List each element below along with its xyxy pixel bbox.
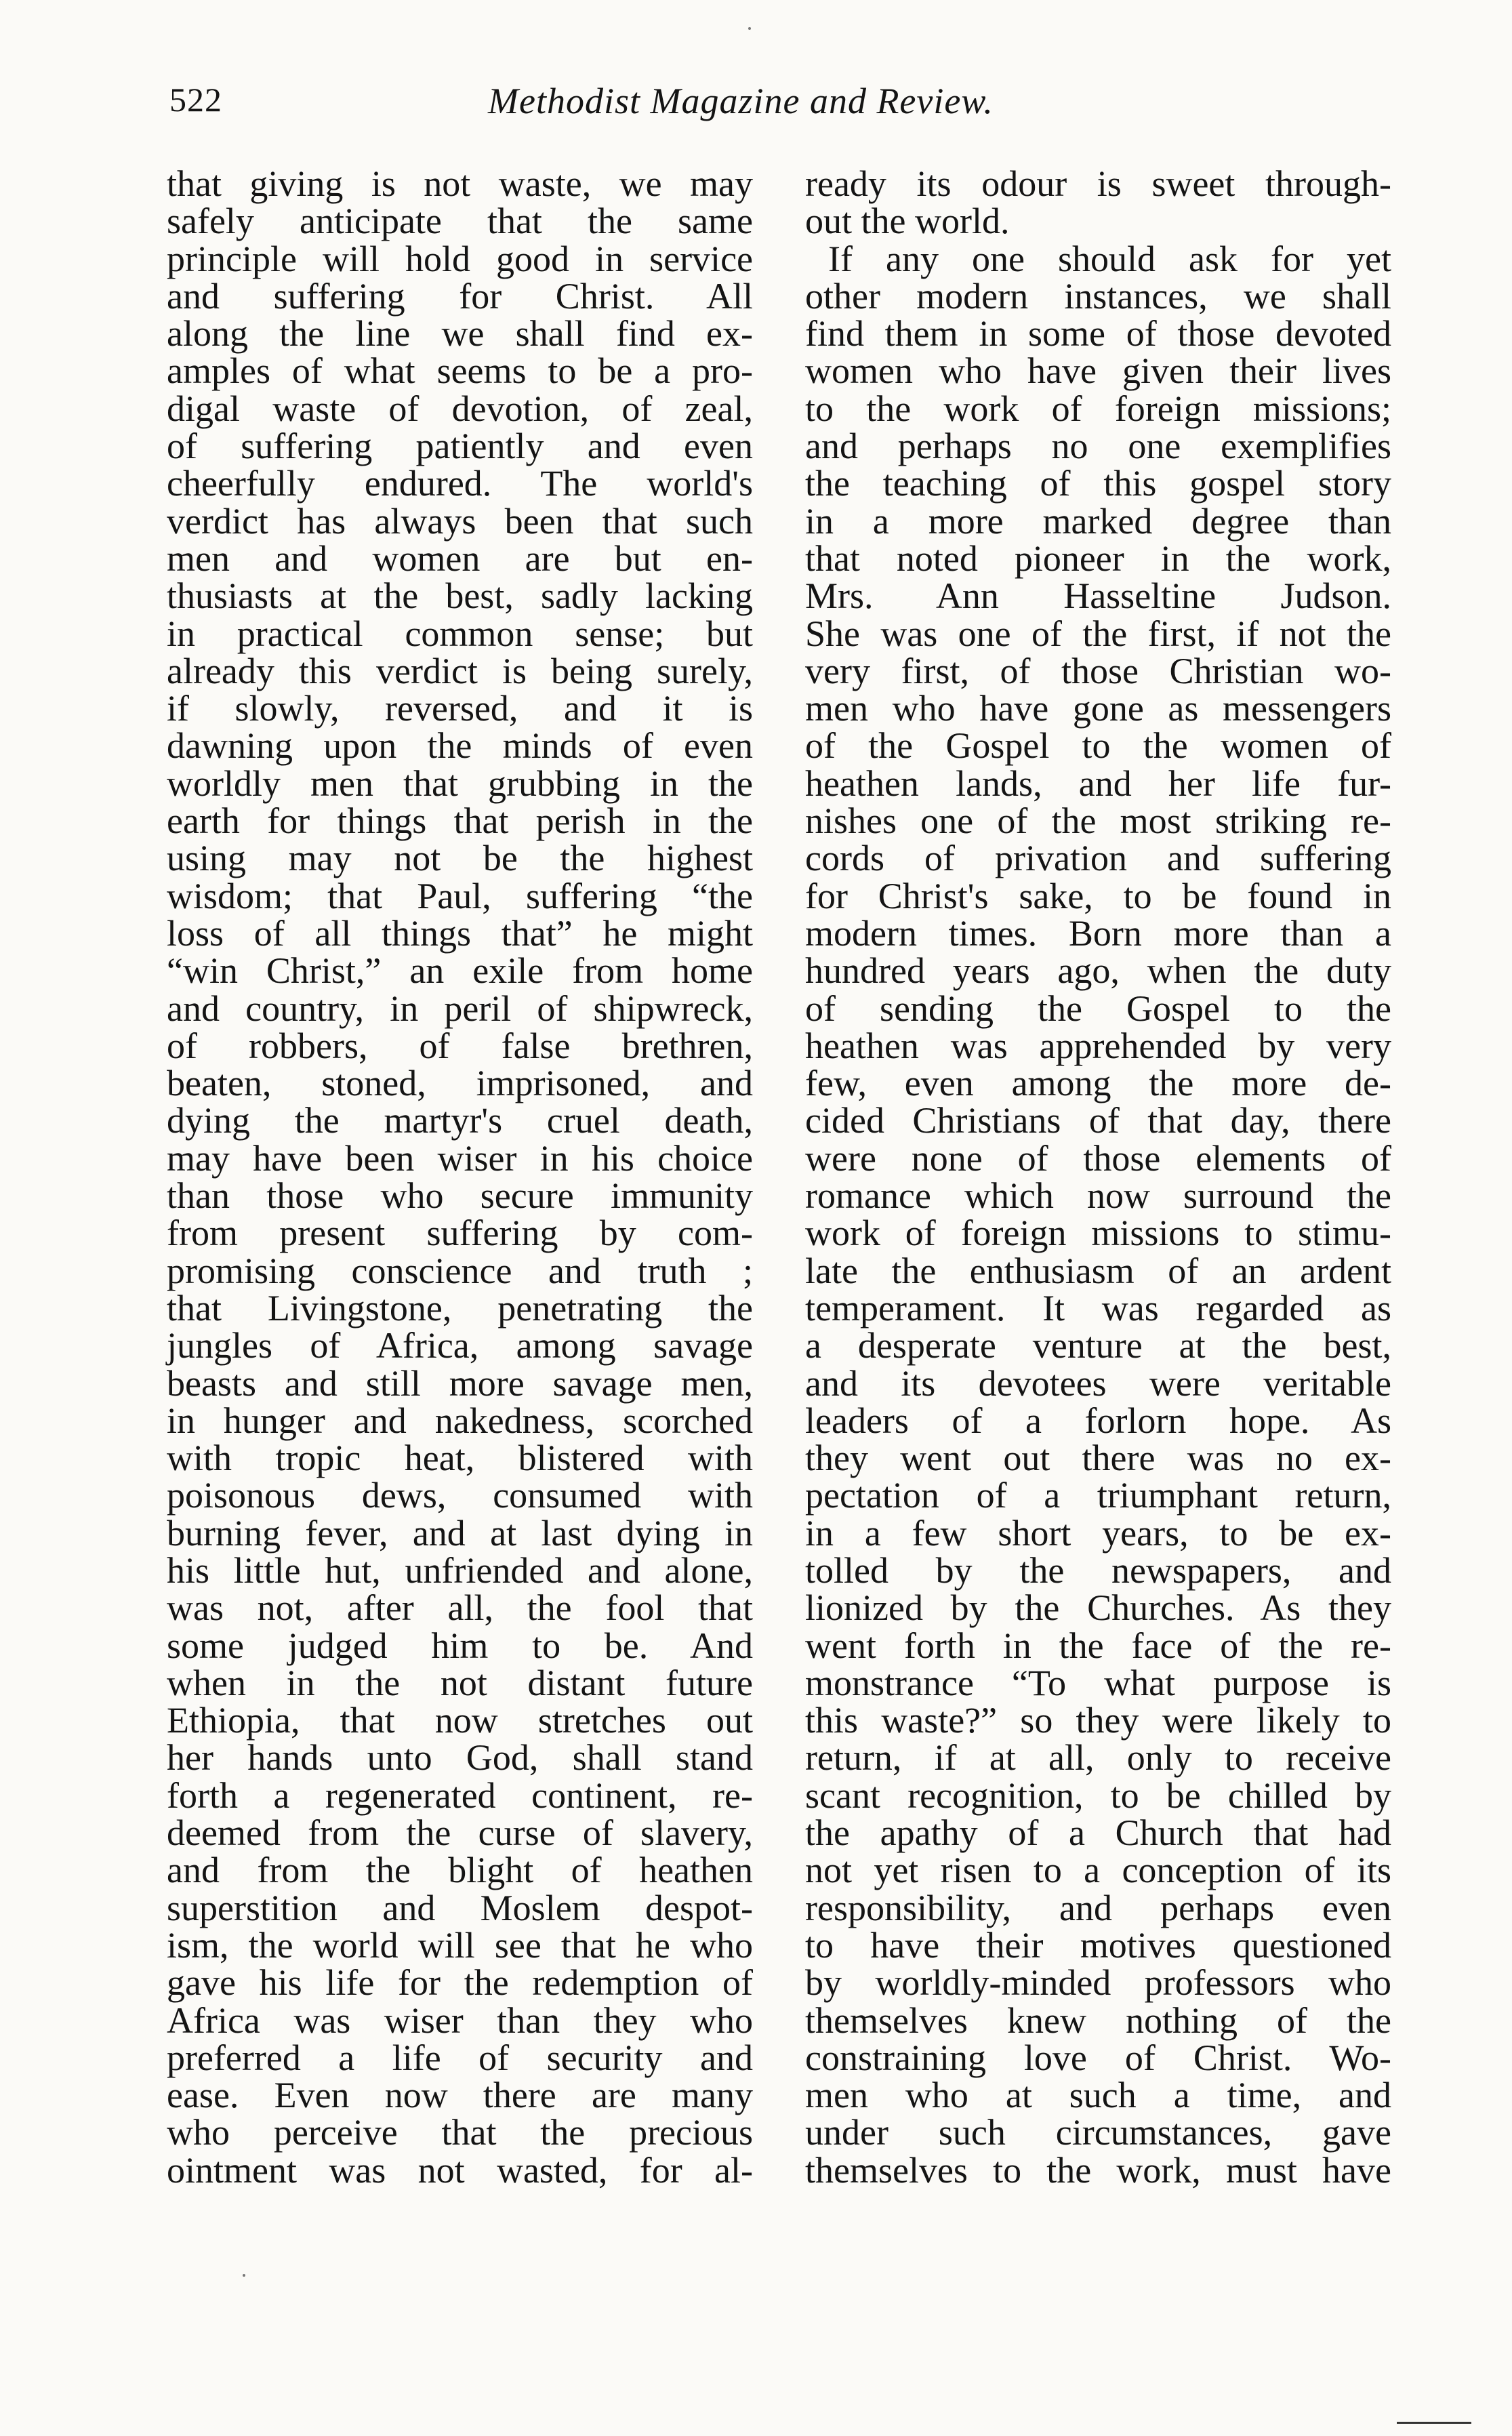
text-line: men and women are but en- [167,537,753,579]
text-line: lionized by the Churches. As they [805,1587,1391,1629]
page-edge-rule [1397,2422,1471,2424]
text-line: find them in some of those devoted [805,313,1391,354]
text-line: the apathy of a Church that had [805,1812,1391,1854]
text-line: very first, of those Christian wo- [805,650,1391,691]
text-line: and country, in peril of shipwreck, [167,988,753,1029]
text-line: cords of privation and suffering [805,838,1391,879]
text-line: ism, the world will see that he who [167,1924,753,1966]
text-line: ointment was not wasted, for al- [167,2149,753,2191]
text-line: using may not be the highest [167,838,753,879]
text-line: loss of all things that” he might [167,912,753,954]
text-line: responsibility, and perhaps even [805,1887,1391,1928]
text-line: tolled by the newspapers, and [805,1549,1391,1591]
text-line: to have their motives questioned [805,1924,1391,1966]
text-line: men who have gone as messengers [805,688,1391,729]
text-line: other modern instances, we shall [805,275,1391,317]
text-line: than those who secure immunity [167,1175,753,1217]
text-line: may have been wiser in his choice [167,1137,753,1179]
text-line: heathen lands, and her life fur- [805,763,1391,804]
text-line: Africa was wiser than they who [167,1999,753,2041]
running-title: Methodist Magazine and Review. [488,81,994,121]
text-line: monstrance “To what purpose is [805,1662,1391,1703]
text-line: hundred years ago, when the duty [805,950,1391,992]
scan-speck [243,2274,245,2277]
text-line: went forth in the face of the re- [805,1625,1391,1666]
text-line: and its devotees were veritable [805,1362,1391,1404]
text-line: modern times. Born more than a [805,912,1391,954]
text-line: return, if at all, only to receive [805,1737,1391,1779]
text-line: amples of what seems to be a pro- [167,350,753,392]
text-line: some judged him to be. And [167,1625,753,1666]
text-line: She was one of the first, if not the [805,613,1391,654]
text-line: this waste?” so they were likely to [805,1700,1391,1741]
text-line: themselves to the work, must have [805,2149,1391,2191]
text-line: beasts and still more savage men, [167,1362,753,1404]
text-line: and suffering for Christ. All [167,275,753,317]
text-line: digal waste of devotion, of zeal, [167,388,753,429]
text-line: late the enthusiasm of an ardent [805,1250,1391,1291]
text-line: already this verdict is being surely, [167,650,753,691]
text-line: if slowly, reversed, and it is [167,688,753,729]
text-line: If any one should ask for yet [828,238,1391,279]
text-line: were none of those elements of [805,1137,1391,1179]
text-line: along the line we shall find ex- [167,313,753,354]
text-line: constraining love of Christ. Wo- [805,2037,1391,2078]
text-line: cided Christians of that day, there [805,1100,1391,1141]
text-line: his little hut, unfriended and alone, [167,1549,753,1591]
text-line: out the world. [805,201,1010,242]
text-line: not yet risen to a conception of its [805,1850,1391,1891]
page-header [169,80,1389,127]
text-line: dawning upon the minds of even [167,725,753,767]
text-line: wisdom; that Paul, suffering “the [167,875,753,916]
text-line: and perhaps no one exemplifies [805,426,1391,467]
text-line: leaders of a forlorn hope. As [805,1400,1391,1441]
text-line: the teaching of this gospel story [805,463,1391,504]
text-line: was not, after all, the fool that [167,1587,753,1629]
text-line: Mrs. Ann Hasseltine Judson. [805,575,1391,617]
text-line: by worldly-minded professors who [805,1962,1391,2004]
text-line: and from the blight of heathen [167,1850,753,1891]
text-line: her hands unto God, shall stand [167,1737,753,1779]
text-line: from present suffering by com- [167,1213,753,1254]
text-line: work of foreign missions to stimu- [805,1213,1391,1254]
text-line: “win Christ,” an exile from home [167,950,753,992]
page-number: 522 [169,81,222,119]
text-line: ease. Even now there are many [167,2075,753,2116]
text-line: of robbers, of false brethren, [167,1025,753,1066]
right-text-column [805,165,1391,2189]
text-line: promising conscience and truth ; [167,1250,753,1291]
text-line: Ethiopia, that now stretches out [167,1700,753,1741]
text-line: nishes one of the most striking re- [805,800,1391,842]
text-line: women who have given their lives [805,350,1391,392]
text-line: themselves knew nothing of the [805,1999,1391,2041]
text-line: burning fever, and at last dying in [167,1512,753,1554]
text-line: under such circumstances, gave [805,2112,1391,2153]
text-line: superstition and Moslem despot- [167,1887,753,1928]
text-line: when in the not distant future [167,1662,753,1703]
text-line: with tropic heat, blistered with [167,1438,753,1479]
text-line: of suffering patiently and even [167,426,753,467]
text-line: ready its odour is sweet through- [805,163,1391,204]
text-line: a desperate venture at the best, [805,1325,1391,1366]
text-line: temperament. It was regarded as [805,1287,1391,1328]
text-line: who perceive that the precious [167,2112,753,2153]
text-line: pectation of a triumphant return, [805,1475,1391,1516]
text-line: few, even among the more de- [805,1063,1391,1104]
text-line: that giving is not waste, we may [167,163,753,204]
text-line: in a few short years, to be ex- [805,1512,1391,1554]
text-line: in a more marked degree than [805,500,1391,542]
text-line: scant recognition, to be chilled by [805,1774,1391,1816]
text-line: gave his life for the redemption of [167,1962,753,2004]
text-line: to the work of foreign missions; [805,388,1391,429]
text-line: in hunger and nakedness, scorched [167,1400,753,1441]
text-line: principle will hold good in service [167,238,753,279]
text-line: cheerfully endured. The world's [167,463,753,504]
text-line: forth a regenerated continent, re- [167,1774,753,1816]
text-line: heathen was apprehended by very [805,1025,1391,1066]
text-line: jungles of Africa, among savage [167,1325,753,1366]
text-line: verdict has always been that such [167,500,753,542]
left-text-column [167,165,753,2189]
text-line: men who at such a time, and [805,2075,1391,2116]
text-line: preferred a life of security and [167,2037,753,2078]
text-line: of the Gospel to the women of [805,725,1391,767]
text-line: romance which now surround the [805,1175,1391,1217]
scan-speck [748,27,751,30]
text-line: thusiasts at the best, sadly lacking [167,575,753,617]
text-line: they went out there was no ex- [805,1438,1391,1479]
text-line: of sending the Gospel to the [805,988,1391,1029]
text-line: for Christ's sake, to be found in [805,875,1391,916]
text-line: safely anticipate that the same [167,201,753,242]
text-line: that Livingstone, penetrating the [167,1287,753,1328]
text-line: in practical common sense; but [167,613,753,654]
text-line: that noted pioneer in the work, [805,537,1391,579]
text-line: earth for things that perish in the [167,800,753,842]
text-line: beaten, stoned, imprisoned, and [167,1063,753,1104]
text-line: poisonous dews, consumed with [167,1475,753,1516]
text-line: deemed from the curse of slavery, [167,1812,753,1854]
text-line: dying the martyr's cruel death, [167,1100,753,1141]
text-line: worldly men that grubbing in the [167,763,753,804]
